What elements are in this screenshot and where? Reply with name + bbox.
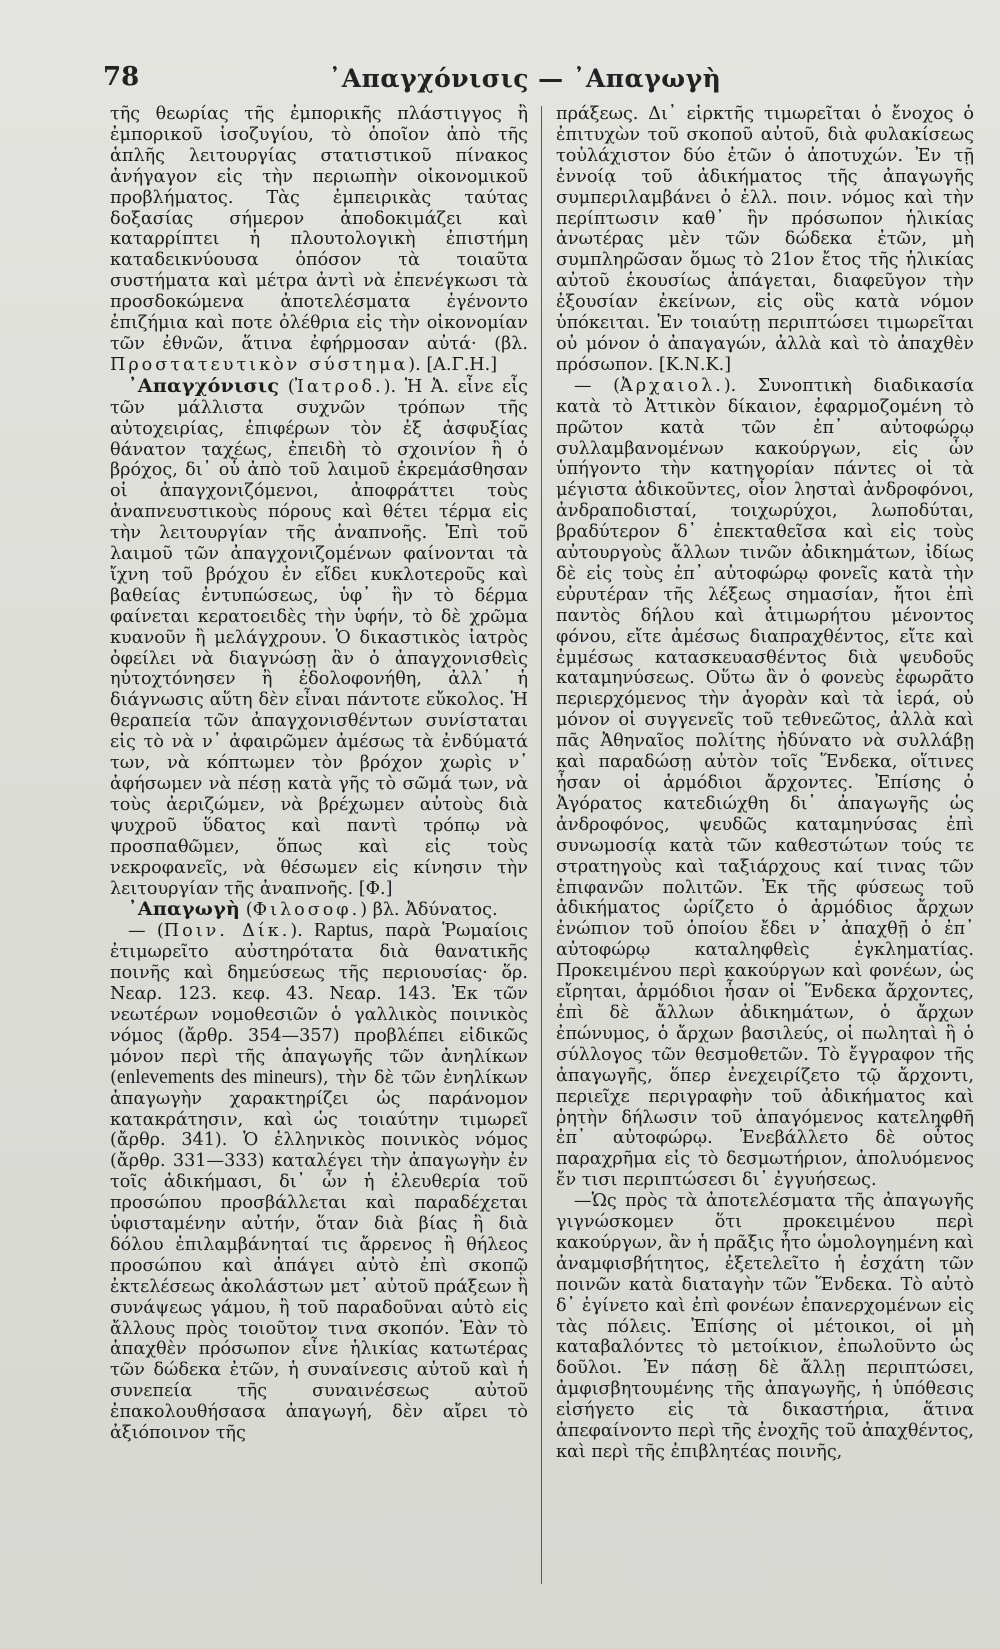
paren-open: ( [279,376,295,397]
page-number: 78 [103,62,140,92]
entry-body-continued: ), τὴν δὲ τῶν ἐνηλίκων ἀπαγωγὴν χαρακτηρίζει ὡς παράνομον κατακράτησιν, καὶ ὡς τοιαύτην τιμωρεῖ (ἄρθρ. 341). Ὁ ἑλληνικὸς ποινικὸς νόμος (ἄρθρ. 331—333) καταλέγει τὴν ἀπαγωγὴν ἐν τοῖς ἀδικήμασι, δι᾿ ὧν ἡ ἐλευθερία τοῦ προσώπου προσβάλλεται καὶ παραδέχεται ὑφισταμένην αὐτήν, ὅταν διὰ βίας ἢ διὰ δόλου ἐπιλαμβάνηταί τις ἄρρενος ἢ θήλεος προσώπου καὶ ἀπάγει αὐτὸ ἐπὶ σκοπῷ ἐκτελέσεως ἀκολάστων μετ᾿ αὐτοῦ πράξεων ἢ συνάψεως γάμου, ἢ τοῦ παραδοῦναι αὐτὸ εἰς ἄλλους πρὸς τοιοῦτον τινα σκοπόν. Ἐὰν τὸ ἀπαχθὲν πρόσωπον εἶνε ἡλικίας κατωτέρας τῶν δώδεκα ἐτῶν, ἡ συναίνεσις αὐτοῦ καὶ ἡ συνεπεία τῆς συναινέσεως αὐτοῦ ἐπακολουθήσασα ἀπαγωγή, δὲν αἴρει τὸ ἀξιόποινον τῆς [110,1067,528,1444]
entry-apagogi-archaeology [556,376,974,1191]
right-column [556,104,974,1624]
dash: — ( [574,375,620,396]
field-label: Ἰατροδ. [294,376,384,397]
column-divider [541,106,542,1584]
entry-apagogi-philosophy [110,899,528,921]
dash: — ( [128,921,164,942]
headword: ᾿Απαγωγὴ [128,898,241,921]
field-label: Φιλοσοφ. [252,900,361,921]
entry-paragraph: —Ὡς πρὸς τὰ ἀποτελέσματα τῆς ἀπαγωγῆς γιγνώσκομεν ὅτι προκειμένου περὶ κακούργων, ἂν ἡ πρᾶξις ἦτο ὡμολογημένη καὶ ἀναμφισβήτητος, ἐξετελεῖτο ἡ ἐσχάτη τῶν ποινῶν κατὰ διαταγὴν τῶν Ἕνδεκα. Τὸ αὐτὸ δ᾿ ἐγίνετο καὶ ἐπὶ φονέων ἐπανερχομένων εἰς τὰς πόλεις. Ἐπίσης οἱ μέτοικοι, οἱ μὴ καταβαλόντες τὸ μετοίκιον, ἐπωλοῦντο ὡς δοῦλοι. Ἐν πάσῃ δὲ ἄλλῃ περιπτώσει, ἀμφισβητουμένης τῆς ἀπαγωγῆς, ἡ ὑπόθεσις εἰσήγετο εἰς τὰ δικαστήρια, ἅτινα ἀπεφαίνοντο περὶ τῆς ἐνοχῆς τοῦ ἀπαχθέντος, καὶ περὶ τῆς ἐπιβλητέας ποινῆς, [556,1191,974,1462]
text-columns [110,104,990,1624]
field-label: Ἀρχαιολ. [619,375,724,396]
french-term: enlevements des mineurs [116,1066,317,1088]
headword: ᾿Απαγχόνισις [128,374,280,397]
entry-body: ). Συνοπτικὴ διαδικασία κατὰ τὸ Ἀττικὸν δίκαιον, ἐφαρμοζομένη τὸ πρῶτον κατὰ τῶν ἐπ᾿ αὐτοφώρῳ συλλαμβανομένων κακούργων, εἰς ὧν ὑπήγοντο τὴν κατηγορίαν πάντες οἱ τὰ μέγιστα ἀδικοῦντες, οἷον λησταὶ ἀνδροφόνοι, ἀνδραποδισταί, τοιχωρύχοι, λωποδύται, βραδύτερον δ᾿ ἐπεκταθεῖσα καὶ εἰς τοὺς αὐτουργοὺς ἄλλων τινῶν ἀδικημάτων, ἰδίως δὲ εἰς τοὺς ἐπ᾿ αὐτοφώρῳ φονεῖς κατὰ τὴν εὐρυτέραν τῆς λέξεως σημασίαν, ἤτοι ἐπὶ παντὸς δήλου καὶ ἀτιμωρήτου μένοντος φόνου, εἴτε ἀμέσως διαπραχθέντος, εἴτε καὶ ἐμμέσως κατασκευασθέντος διὰ ψευδοῦς καταμηνύσεως. Οὕτω ἂν ὁ φονεὺς ἐφωρᾶτο περιερχόμενος τὴν ἀγορὰν καὶ τὰ ἱερά, οὐ μόνον οἱ συγγενεῖς τοῦ τεθνεῶτος, ἀλλὰ καὶ πᾶς Ἀθηναῖος πολίτης ἠδύνατο νὰ συλλάβῃ καὶ παραδώσῃ αὐτὸν τοῖς Ἕνδεκα, οἵτινες ἦσαν οἱ ἁρμόδιοι ἄρχοντες. Ἐπίσης ὁ Ἀγόρατος κατεδιώχθη δι᾿ ἀπαγωγῆς ὡς ἀνδροφόνος, ψευδῶς καταμηνύσας ἐπὶ συνωμοσίᾳ κατὰ τῶν καθεστώτων τούς τε στρατηγοὺς καὶ ταξιάρχους καί τινας τῶν ἐπιφανῶν πολιτῶν. Ἐκ τῆς φύσεως τοῦ ἀδικήματος ὡρίζετο ὁ ἁρμόδιος ἄρχων ἐνώπιον τοῦ ὁποίου ἔδει ν᾿ ἀπαχθῇ ὁ ἐπ᾿ αὐτοφώρῳ καταληφθεὶς ἐγκληματίας. Προκειμένου περὶ κακούργων καὶ φονέων, ὡς εἴρηται, ἁρμόδιοι ἦσαν οἱ Ἕνδεκα ἄρχοντες, ἐπὶ δὲ ἄλλων ἀδικημάτων, ὁ ἄρχων ἐπώνυμος, ὁ ἄρχων βασιλεύς, οἱ πωληταὶ ἢ ὁ σύλλογος τῶν θεσμοθετῶν. Τὸ ἔγγραφον τῆς ἀπαγωγῆς, ὅπερ ἐνεχειρίζετο τῷ ἄρχοντι, περιεῖχε περιγραφὴν τοῦ ἀδικήματος καὶ ῥητὴν δήλωσιν τοῦ ἀπαγόμενος κατεληφθῆ ἐπ᾿ αὐτοφώρῳ. Ἐνεβάλλετο δὲ οὗτος παραχρῆμα εἰς τὸ δεσμωτήριον, ἀπολυόμενος ἔν τισι περιπτώσεσι δι᾿ ἐγγυήσεως. [556,375,974,1191]
paren-close: ). [290,921,315,942]
paragraph-text: τῆς θεωρίας τῆς ἐμπορικῆς πλάστιγγος ἢ ἐμπορικοῦ ἰσοζυγίου, τὸ ὁποῖον ἀπὸ τῆς ἁπλῆς λειτουργίας στατιστικοῦ πίνακος ἀνήγαγον εἰς τὴν περιωπὴν οἰκονομικοῦ προβλήματος. Τὰς ἐμπειρικὰς ταύτας δοξασίας σήμερον ἀποδοκιμάζει καὶ καταρρίπτει ἡ πλουτολογικὴ ἐπιστήμη καταδεικνύουσα ὁπόσον τὰ τοιαῦτα συστήματα καὶ μέτρα ἀντὶ νὰ ἐπενέγκωσι τὰ προσδοκώμενα ἀποτελέσματα ἐγένοντο ἐπιζήμια καὶ ποτε ὀλέθρια εἰς τὴν οἰκονομίαν τῶν ἐθνῶν, ἅτινα ἐφήρμοσαν αὐτά· (βλ. [110,104,528,354]
paren-open: ( [240,900,253,921]
entry-body: ). Ἡ Ἀ. εἶνε εἷς τῶν μάλλιστα συχνῶν τρόπων τῆς αὐτοχειρίας, ἐπιφέρων τὸν ἐξ ἀσφυξίας θάνατον ταχέως, ἐπειδὴ τὸ σχοινίον ἢ ὁ βρόχος, δι᾿ οὗ ἀπὸ τοῦ λαιμοῦ ἐκρεμάσθησαν οἱ ἀπαγχονιζόμενοι, ἀποφράττει τοὺς ἀναπνευστικοὺς πόρους καὶ θέτει τέρμα εἰς τὴν λειτουργίαν τῆς ἀναπνοῆς. Ἐπὶ τοῦ λαιμοῦ τῶν ἀπαγχονιζομένων φαίνονται τὰ ἴχνη τοῦ βρόχου ἐν εἴδει κυκλοτεροῦς καὶ βαθείας ἐντυπώσεως, ὑφ᾿ ἣν τὸ δέρμα φαίνεται κερατοειδὲς τὴν ὑφήν, τὸ δὲ χρῶμα κυανοῦν ἢ μελάγχρουν. Ὁ δικαστικὸς ἰατρὸς ὀφείλει νὰ διαγνώσῃ ἂν ὁ ἀπαγχονισθεὶς ηὐτοχτόνησεν ἢ ἐδολοφονήθη, ἀλλ᾿ ἡ διάγνωσις αὕτη δὲν εἶναι πάντοτε εὔκολος. [110,376,528,711]
latin-term: Raptus [314,920,369,942]
running-head: ᾿Απαγχόνισις — ᾿Απαγωγὴ [328,64,722,93]
cross-reference: Προστατευτικὸν σύστημα [110,354,409,375]
author-initials: ). [Α.Γ.Η.] [408,354,498,375]
entry-body: ) βλ. Ἀδύνατος. [360,900,498,921]
field-label: Ποιν. Δίκ. [163,921,291,942]
entry-continuation: πράξεως. Δι᾿ εἱρκτῆς τιμωρεῖται ὁ ἔνοχος ὁ ἐπιτυχὼν τοῦ σκοποῦ αὐτοῦ, διὰ φυλακίσεως τοὐλάχιστον δύο ἐτῶν ὁ ἀποτυχών. Ἐν τῇ ἐννοίᾳ τοῦ ἀδικήματος τῆς ἀπαγωγῆς συμπεριλαμβάνει ὁ ἑλλ. ποιν. νόμος καὶ τὴν περίπτωσιν καθ᾿ ἣν πρόσωπον ἡλικίας ἀνωτέρας μὲν τῶν δώδεκα ἐτῶν, μὴ συμπληρῶσαν ὅμως τὸ 21ον ἔτος τῆς ἡλικίας αὐτοῦ ἑκουσίως ἀπάγεται, διαφεῦγον τὴν ἐξουσίαν ἐκείνων, εἰς οὓς κατὰ νόμον ὑπόκειται. Ἐν τοιαύτῃ περιπτώσει τιμωρεῖται οὐ μόνον ὁ ἀπαγαγών, ἀλλὰ καὶ τὸ ἀπαχθὲν πρόσωπον. [Κ.Ν.Κ.] [556,104,974,375]
entry-apagchonisis [110,376,528,900]
entry-body-continued: Ἡ θεραπεία τῶν ἀπαγχονισθέντων συνίσταται εἰς τὸ νὰ ν᾿ ἀφαιρῶμεν ἀμέσως τὰ ἐνδύματά των, νὰ κόπτωμεν τὸν βρόχον χωρὶς ν᾿ ἀφήσωμεν νὰ πέσῃ κατὰ γῆς τὸ σῶμά των, νὰ τοὺς ἀεριζώμεν, νὰ βρέχωμεν αὐτοὺς διὰ ψυχροῦ ὕδατος καὶ παντὶ τρόπῳ νὰ προσπαθῶμεν, ὅπως καὶ εἰς τοὺς νεκροφανεῖς, νὰ θέσωμεν εἰς κίνησιν τὴν λειτουργίαν τῆς ἀναπνοῆς. [Φ.] [110,690,528,899]
page-header [95,60,955,100]
entry-continuation [110,104,528,376]
left-column [110,104,528,1624]
entry-body: , παρὰ Ῥωμαίοις ἐτιμωρεῖτο αὐστηρότατα διὰ θανατικῆς ποινῆς καὶ δημεύσεως τῆς περιουσίας· ὅρ. Νεαρ. 123. κεφ. 43. Νεαρ. 143. Ἐκ τῶν νεωτέρων νομοθεσιῶν ὁ γαλλικὸς ποινικὸς νόμος (ἄρθρ. 354—357) προβλέπει εἰδικῶς μόνον περὶ τῆς ἀπαγωγῆς τῶν ἀνηλίκων ( [110,921,528,1088]
entry-apagogi-penal [110,921,528,1444]
